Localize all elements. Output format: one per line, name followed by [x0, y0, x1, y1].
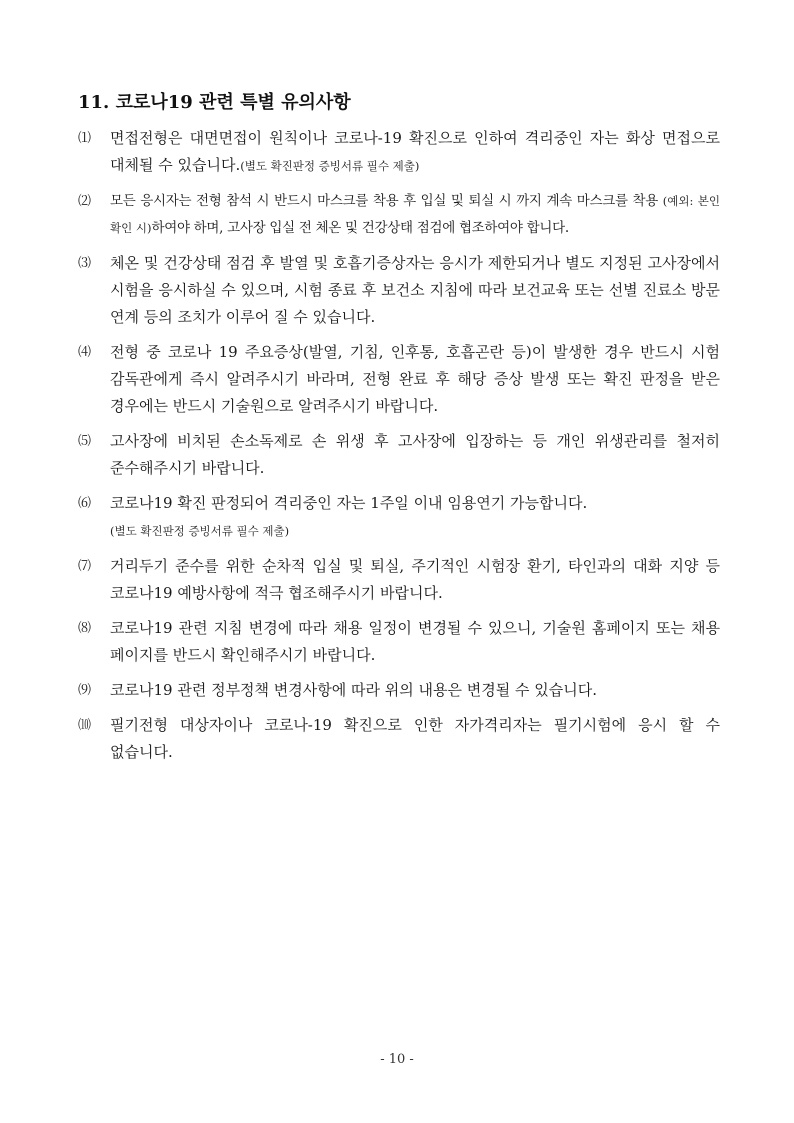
notice-item-7	[78, 553, 720, 607]
item-text: 체온 및 건강상태 점검 후 발열 및 호흡기증상자는 응시가 제한되거나 별도 지정된 고사장에서 시험을 응시하실 수 있으며, 시험 종료 후 보건소 지침에 따라 보건교육 또는 선별 진료소 방문 연계 등의 조치가 이루어 질 수 있습니다.	[110, 254, 720, 326]
item-number: ⑵	[78, 194, 92, 209]
notice-item-3	[78, 250, 720, 331]
notice-item-2	[78, 188, 720, 242]
item-number: ⑹	[78, 496, 92, 511]
notice-item-8	[78, 615, 720, 669]
item-text: 고사장에 비치된 손소독제로 손 위생 후 고사장에 입장하는 등 개인 위생관리를 철저히 준수해주시기 바랍니다.	[110, 432, 720, 477]
item-text: 거리두기 준수를 위한 순차적 입실 및 퇴실, 주기적인 시험장 환기, 타인과의 대화 지양 등 코로나19 예방사항에 적극 협조해주시기 바랍니다.	[110, 557, 720, 602]
page-number: - 10 -	[380, 1052, 414, 1067]
item-note: (예외: 본인 확인 시)	[110, 194, 721, 235]
section-title: 11. 코로나19 관련 특별 유의사항	[78, 92, 351, 113]
notice-item-5	[78, 428, 720, 482]
item-text: 필기전형 대상자이나 코로나-19 확진으로 인한 자가격리자는 필기시험에 응시 할 수 없습니다.	[110, 716, 720, 761]
notice-item-9	[78, 677, 720, 704]
item-number: ⑴	[78, 131, 92, 146]
item-text: 모든 응시자는 전형 참석 시 반드시 마스크를 착용 후 입실 및 퇴실 시 까지 계속 마스크를 착용 (예외: 본인 확인 시)하여야 하며, 고사장 입실 전 체온 및 건강상태 점검에 협조하여야 합니다.	[110, 193, 721, 236]
item-text: 코로나19 관련 지침 변경에 따라 채용 일정이 변경될 수 있으니, 기술원 홈페이지 또는 채용 페이지를 반드시 확인해주시기 바랍니다.	[110, 619, 720, 664]
item-text: 전형 중 코로나 19 주요증상(발열, 기침, 인후통, 호흡곤란 등)이 발생한 경우 반드시 시험 감독관에게 즉시 알려주시기 바라며, 전형 완료 후 해당 증상 발생 또는 확진 판정을 받은 경우에는 반드시 기술원으로 알려주시기 바랍니다.	[110, 343, 720, 415]
item-text: 코로나19 관련 정부정책 변경사항에 따라 위의 내용은 변경될 수 있습니다.	[110, 681, 597, 699]
item-number: ⑼	[78, 683, 92, 698]
notice-item-10	[78, 712, 720, 766]
item-number: ⑶	[78, 256, 92, 271]
item-number: ⑷	[78, 345, 92, 360]
item-number: ⑽	[78, 718, 92, 733]
item-text: 면접전형은 대면면접이 원칙이나 코로나-19 확진으로 인하여 격리중인 자는 화상 면접으로 대체될 수 있습니다.(별도 확진판정 증빙서류 필수 제출)	[110, 129, 720, 174]
notice-item-6	[78, 490, 720, 545]
item-number: ⑻	[78, 621, 92, 636]
notice-item-4	[78, 339, 720, 420]
item-number: ⑸	[78, 434, 92, 449]
item-note: (별도 확진판정 증빙서류 필수 제출)	[240, 159, 420, 173]
item-number: ⑺	[78, 559, 92, 574]
item-text: 코로나19 확진 판정되어 격리중인 자는 1주일 이내 임용연기 가능합니다. (별도 확진판정 증빙서류 필수 제출)	[110, 494, 588, 538]
item-note: (별도 확진판정 증빙서류 필수 제출)	[110, 524, 290, 538]
notice-item-1	[78, 125, 720, 180]
notice-list	[78, 125, 720, 774]
